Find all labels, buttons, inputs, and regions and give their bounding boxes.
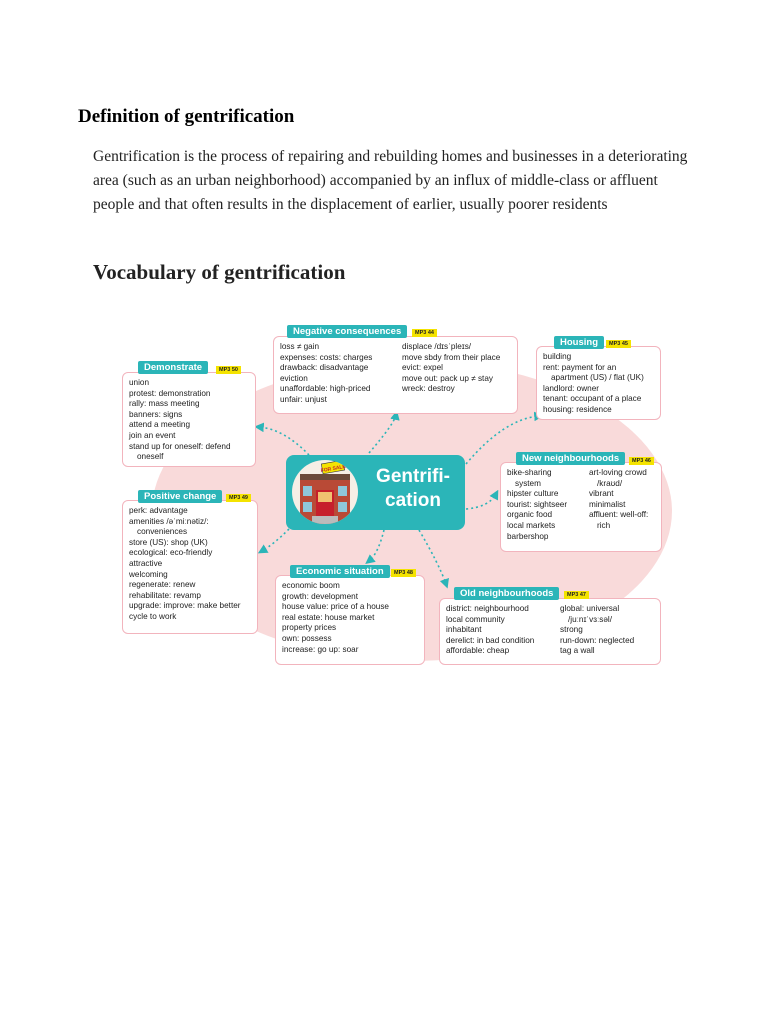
vocab-entry: economic boom bbox=[282, 581, 340, 590]
vocab-entry: art-loving crowd bbox=[589, 468, 647, 477]
vocab-entry: attend a meeting bbox=[129, 420, 190, 430]
arrow-to-economic bbox=[369, 530, 384, 561]
mp3-badge: MP3 48 bbox=[391, 569, 416, 577]
economic-situation-header: Economic situation bbox=[290, 565, 390, 578]
vocab-entry: welcoming bbox=[129, 569, 168, 579]
vocab-entry: evict: expel bbox=[402, 363, 443, 373]
vocab-entry: tourist: sightseer bbox=[507, 499, 568, 509]
mp3-badge: MP3 46 bbox=[629, 457, 654, 465]
vocab-entry: apartment (US) / flat (UK) bbox=[551, 373, 644, 383]
vocab-entry: attractive bbox=[129, 558, 163, 568]
vocab-entry: own: possess bbox=[282, 633, 332, 643]
house-illustration bbox=[292, 460, 358, 524]
vocab-entry: expenses: costs: charges bbox=[280, 352, 373, 362]
vocab-entry: affordable: cheap bbox=[446, 646, 510, 656]
vocab-entry: join an event bbox=[129, 430, 176, 440]
vocab-entry: cycle to work bbox=[129, 611, 177, 621]
vocab-entry: inhabitant bbox=[446, 625, 482, 635]
definition-text: Gentrification is the process of repairing and rebuilding homes and businesses in a deteriorating area (such as an urban neighborhood) accompanied by an influx of middle-class or affluent people and that often results in the displacement of earlier, usually poorer residents bbox=[93, 148, 688, 213]
vocab-entry: upgrade: improve: make better bbox=[129, 601, 241, 611]
vocab-entry: unaffordable: high-priced bbox=[280, 384, 371, 394]
center-title bbox=[364, 465, 462, 513]
demonstrate-header: Demonstrate bbox=[138, 361, 208, 374]
positive-change-box bbox=[122, 500, 258, 634]
vocab-entry: house value: price of a house bbox=[282, 602, 389, 612]
vocab-entry: unfair: unjust bbox=[280, 394, 327, 404]
vocab-entry: real estate: house market bbox=[282, 612, 375, 622]
mp3-badge: MP3 45 bbox=[606, 340, 631, 348]
arrow-to-new bbox=[466, 494, 496, 509]
center-title-line2: cation bbox=[385, 490, 441, 511]
vocab-entry: property prices bbox=[282, 623, 337, 633]
vocab-entry: rehabilitate: revamp bbox=[129, 590, 201, 600]
negative-consequences-box bbox=[273, 336, 518, 414]
center-title-line1: Gentrifi- bbox=[376, 466, 450, 487]
vocab-entry: conveniences bbox=[137, 527, 188, 537]
arrow-to-negative bbox=[369, 415, 396, 453]
vocab-entry: landlord: owner bbox=[543, 383, 599, 393]
negative-consequences-header: Negative consequences bbox=[287, 325, 407, 338]
new-neighbourhoods-box bbox=[500, 462, 662, 552]
vocab-entry: banners: signs bbox=[129, 409, 183, 419]
vocab-entry: local markets bbox=[507, 520, 556, 530]
for-sale-sign: FOR SALE bbox=[320, 463, 347, 475]
vocab-entry: tenant: occupant of a place bbox=[543, 394, 642, 404]
vocab-entry: rent: payment for an bbox=[543, 362, 617, 372]
vocab-entry: derelict: in bad condition bbox=[446, 635, 535, 645]
center-topic bbox=[286, 455, 465, 530]
vocab-entry: amenities /əˈmiːnətiz/: bbox=[129, 516, 209, 526]
economic-situation-box bbox=[275, 575, 425, 665]
vocab-entry: union bbox=[129, 378, 150, 387]
gentrification-mindmap bbox=[94, 309, 675, 679]
definition-heading: Definition of gentrification bbox=[78, 106, 295, 127]
demonstrate-box bbox=[122, 372, 256, 467]
old-neighbourhoods-box bbox=[439, 598, 661, 665]
vocab-entry: system bbox=[515, 478, 541, 488]
mp3-badge: MP3 49 bbox=[226, 494, 251, 502]
mp3-badge: MP3 44 bbox=[412, 329, 437, 337]
vocab-entry: run-down: neglected bbox=[560, 635, 635, 645]
vocab-entry: rally: mass meeting bbox=[129, 399, 200, 409]
housing-box bbox=[536, 346, 661, 420]
vocab-entry: global: universal bbox=[560, 604, 620, 613]
vocab-entry: eviction bbox=[280, 373, 308, 383]
housing-header: Housing bbox=[554, 336, 604, 349]
vocab-entry: loss ≠ gain bbox=[280, 342, 320, 351]
arrow-to-demonstrate bbox=[259, 427, 309, 455]
vocab-entry: bike-sharing bbox=[507, 468, 552, 477]
arrow-to-positive bbox=[262, 529, 289, 551]
vocab-entry: protest: demonstration bbox=[129, 388, 211, 398]
vocab-entry: rich bbox=[597, 520, 611, 530]
vocab-entry: hipster culture bbox=[507, 489, 559, 499]
vocab-entry: stand up for oneself: defend bbox=[129, 441, 231, 451]
vocab-entry: perk: advantage bbox=[129, 506, 188, 515]
vocab-entry: ecological: eco-friendly bbox=[129, 548, 213, 558]
vocab-entry: /juːnɪˈvɜːsəl/ bbox=[568, 614, 612, 624]
vocab-entry: wreck: destroy bbox=[402, 384, 455, 394]
vocab-entry: drawback: disadvantage bbox=[280, 363, 369, 373]
new-neighbourhoods-header: New neighbourhoods bbox=[516, 452, 625, 465]
vocab-entry: district: neighbourhood bbox=[446, 604, 529, 613]
vocab-entry: move out: pack up ≠ stay bbox=[402, 373, 493, 383]
vocab-entry: strong bbox=[560, 625, 583, 635]
vocab-entry: local community bbox=[446, 614, 505, 624]
vocab-entry: housing: residence bbox=[543, 404, 612, 414]
old-neighbourhoods-header: Old neighbourhoods bbox=[454, 587, 559, 600]
vocab-entry: move sbdy from their place bbox=[402, 352, 501, 362]
vocab-entry: /kraʊd/ bbox=[597, 478, 623, 488]
vocab-entry: minimalist bbox=[589, 499, 626, 509]
vocab-entry: vibrant bbox=[589, 489, 614, 499]
vocab-entry: oneself bbox=[137, 452, 164, 462]
vocab-entry: tag a wall bbox=[560, 646, 595, 656]
vocab-entry: store (US): shop (UK) bbox=[129, 537, 208, 547]
mp3-badge: MP3 47 bbox=[564, 591, 589, 599]
positive-change-header: Positive change bbox=[138, 490, 222, 503]
vocab-entry: affluent: well-off: bbox=[589, 510, 649, 520]
mp3-badge: MP3 50 bbox=[216, 366, 241, 374]
vocab-entry: growth: development bbox=[282, 591, 359, 601]
vocabulary-heading: Vocabulary of gentrification bbox=[93, 260, 346, 284]
vocab-entry: barbershop bbox=[507, 531, 549, 541]
vocab-entry: regenerate: renew bbox=[129, 580, 196, 590]
vocab-entry: increase: go up: soar bbox=[282, 644, 359, 654]
vocab-entry: displace /dɪsˈpleɪs/ bbox=[402, 342, 472, 351]
vocab-entry: building bbox=[543, 352, 572, 361]
vocab-entry: organic food bbox=[507, 510, 553, 520]
